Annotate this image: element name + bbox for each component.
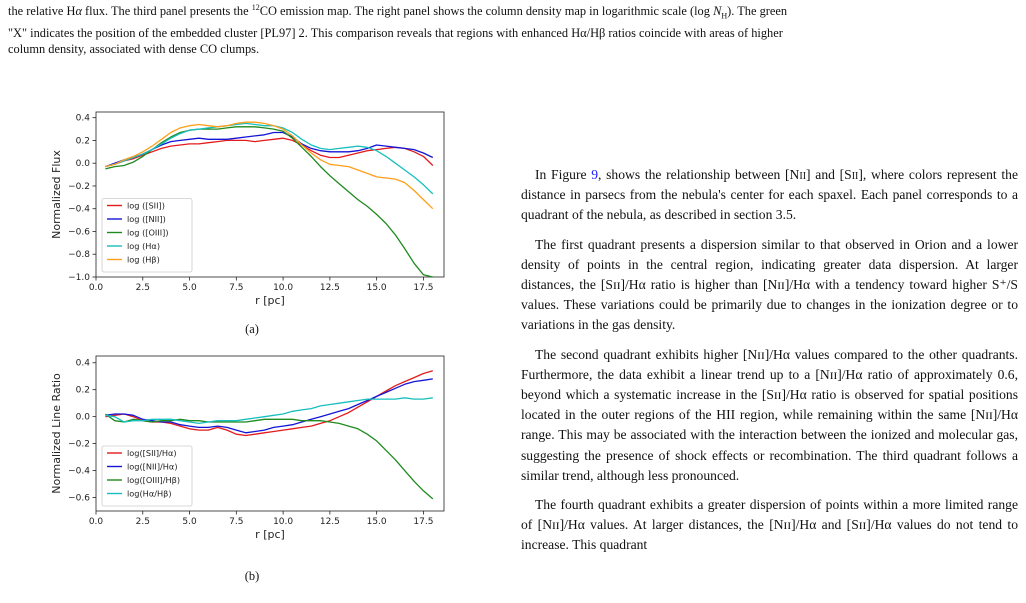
x-tick-label: 0.0 [88, 517, 104, 527]
x-tick-label: 15.0 [366, 283, 387, 293]
chart-panel-a [40, 104, 450, 319]
y-tick-label: 0.2 [75, 385, 90, 396]
y-tick-label: −0.4 [68, 204, 90, 215]
series-line-5 [105, 122, 432, 209]
figure-label-b: (b) [244, 569, 260, 583]
series-line-2 [105, 133, 432, 167]
y-tick-label: 0.4 [75, 113, 90, 124]
chart-panel-b [40, 348, 450, 553]
y-tick-label: 0.0 [75, 159, 90, 170]
paragraph-2: The first quadrant presents a dispersion similar to that observed in Orion and a lower density of points in the central region, indicating greater data dispersion. At larger distances, the [Sɪɪ]/Hα ratio is higher than [Nɪɪ]/Hα with a tendency toward higher S⁺/S values. These variations could be primarily due to changes in the ionization degree or to variations in the gas density. [521, 236, 1018, 333]
y-tick-label: 0.0 [75, 412, 90, 423]
x-tick-label: 10.0 [273, 283, 294, 293]
y-axis-label: Normalized Line Ratio [50, 373, 63, 494]
x-axis-label: r [pc] [255, 528, 285, 541]
legend-label: log ([SII]) [127, 200, 165, 211]
x-tick-label: 2.5 [135, 517, 150, 527]
x-tick-label: 7.5 [229, 283, 244, 293]
legend-label: log(Hα/Hβ) [127, 488, 172, 499]
body-text-column [521, 165, 1018, 565]
y-tick-label: −1.0 [68, 273, 90, 283]
x-tick-label: 12.5 [319, 283, 340, 293]
caption-line-1: the relative Hα flux. The third panel presents the $^{12}$CO emission map. The right panel shows the column density map in logarithmic scale (log $N_H$). The green [8, 3, 788, 21]
y-tick-label: −0.6 [68, 493, 90, 504]
x-axis-label: r [pc] [255, 294, 285, 307]
legend-label: log([OIII]/Hβ) [127, 475, 181, 485]
figure-caption-continued [8, 0, 1018, 57]
x-tick-label: 10.0 [273, 517, 294, 527]
paragraph-3: The second quadrant exhibits higher [Nɪɪ]/Hα values compared to the other quadrants. Furthermore, the data exhibit a linear trend up to a [Nɪɪ]/Hα ratio of approximately 0.6, beyond which a systematic increase in the [Sɪɪ]/Hα ratio is observed for spatial positions located in the outer regions of the HII region, while remaining within the same [Nɪɪ]/Hα range. This may be associated with the interaction between the ionized and molecular gas, suggesting the presence of shock effects or recombination. The third quadrant follows a similar trend, although less pronounced. [521, 346, 1018, 483]
x-tick-label: 12.5 [319, 517, 340, 527]
legend-label: log([NII]/Hα) [127, 461, 178, 472]
x-tick-label: 15.0 [366, 517, 387, 527]
x-tick-label: 0.0 [88, 283, 104, 293]
paragraph-4: The fourth quadrant exhibits a greater dispersion of points within a more limited range of [Nɪɪ]/Hα values. At larger distances, the [Nɪɪ]/Hα and [Sɪɪ]/Hα values do not tend to increase. This quadrant [521, 497, 1018, 553]
series-line-2 [105, 379, 432, 433]
x-tick-label: 5.0 [182, 517, 197, 527]
x-tick-label: 5.0 [182, 283, 197, 293]
x-tick-label: 7.5 [229, 517, 244, 527]
legend-label: log ([NII]) [127, 214, 166, 224]
y-tick-label: 0.4 [75, 358, 90, 369]
caption-line-3: column density, associated with dense CO clumps. [8, 41, 260, 56]
figure-ref-link[interactable]: 9 [591, 167, 599, 182]
paragraph-1: In Figure 9, shows the relationship between [Nii] and [Sii], where colors represent the distance in parsecs from the nebula's center for each spaxel. Each panel corresponds to a quadrant of the nebula, as described in section 3.5. [521, 167, 1018, 223]
x-tick-label: 2.5 [135, 283, 150, 293]
y-tick-label: −0.2 [68, 439, 90, 450]
y-axis-label: Normalized Flux [50, 150, 63, 239]
y-tick-label: −0.6 [68, 227, 90, 238]
x-tick-label: 17.5 [413, 517, 434, 527]
y-tick-label: −0.2 [68, 181, 90, 192]
caption-line-2: "X" indicates the position of the embedded cluster [PL97] 2. This comparison reveals that regions with enhanced Hα/Hβ ratios coincide with areas of higher [8, 25, 783, 40]
series-line-1 [105, 371, 432, 436]
x-tick-label: 17.5 [413, 283, 434, 293]
figure-label-a: (a) [245, 322, 259, 336]
y-tick-label: 0.2 [75, 136, 90, 147]
legend-label: log ([OIII]) [127, 227, 169, 238]
series-line-1 [105, 138, 432, 166]
legend-label: log([SII]/Hα) [127, 448, 177, 458]
y-tick-label: −0.4 [68, 466, 90, 477]
legend-label: log (Hβ) [127, 254, 160, 265]
y-tick-label: −0.8 [68, 250, 90, 261]
legend-label: log (Hα) [127, 241, 161, 251]
